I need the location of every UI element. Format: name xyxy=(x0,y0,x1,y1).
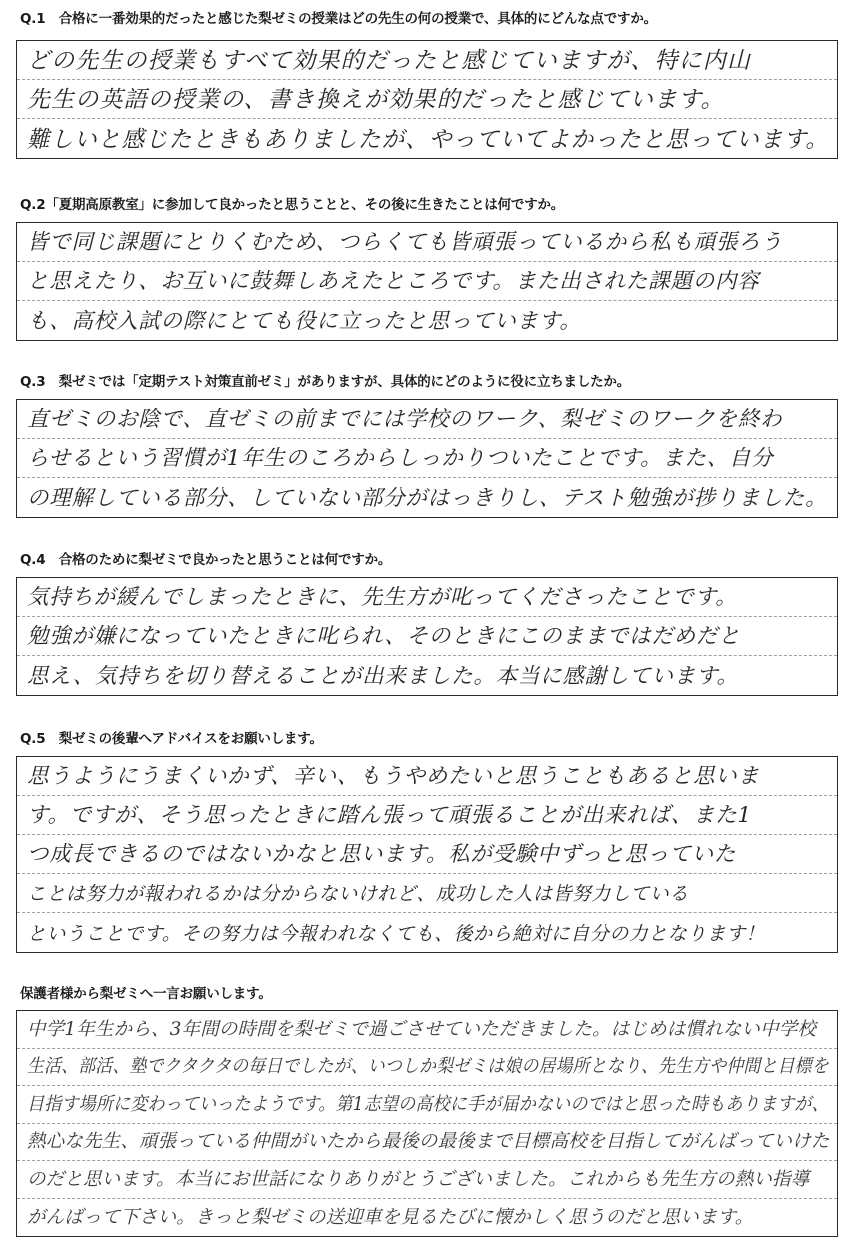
answer-2-line-1: 皆で同じ課題にとりくむため、つらくても皆頑張っているから私も頑張ろう xyxy=(27,230,783,255)
answer-4-line-1: 気持ちが緩んでしまったときに、先生方が叱ってくださったことです。 xyxy=(27,585,738,610)
answer-line xyxy=(17,262,837,301)
answer-line xyxy=(17,301,837,340)
answer-line xyxy=(17,656,837,695)
answer-line xyxy=(17,1124,837,1162)
parent-answer-box xyxy=(16,1010,838,1237)
question-2-label: Q.2「夏期高原教室」に参加して良かったと思うことと、その後に生きたことは何ですか。 xyxy=(20,197,565,213)
question-1-label: Q.1 合格に一番効果的だったと感じた梨ゼミの授業はどの先生の何の授業で、具体的にどんな点ですか。 xyxy=(20,11,657,27)
question-3-section xyxy=(0,373,860,391)
parent-question-label: 保護者様から梨ゼミへ一言お願いします。 xyxy=(20,986,272,1002)
answer-3-box xyxy=(16,399,838,518)
answer-2-box xyxy=(16,222,838,341)
question-5-section xyxy=(0,730,860,748)
answer-5-box xyxy=(16,756,838,953)
answer-1-line-3: 難しいと感じたときもありましたが、やっていてよかったと思っています。 xyxy=(27,127,830,153)
answer-2-line-3: も、高校入試の際にとても役に立ったと思っています。 xyxy=(27,309,582,334)
question-1-section xyxy=(0,10,860,28)
answer-line xyxy=(17,478,837,517)
answer-4-box xyxy=(16,577,838,696)
answer-line xyxy=(17,119,837,158)
parent-line-3: 目指す場所に変わっていったようです。第1志望の高校に手が届かないのではと思った時もありますが、 xyxy=(27,1093,829,1115)
answer-4-line-2: 勉強が嫌になっていたときに叱られ、そのときにこのままではだめだと xyxy=(27,624,741,649)
answer-line xyxy=(17,578,837,617)
question-4-label: Q.4 合格のために梨ゼミで良かったと思うことは何ですか。 xyxy=(20,552,392,568)
answer-line xyxy=(17,41,837,80)
answer-line xyxy=(17,913,837,952)
answer-line xyxy=(17,80,837,119)
answer-line xyxy=(17,796,837,835)
answer-line xyxy=(17,1161,837,1199)
question-3-label: Q.3 梨ゼミでは「定期テスト対策直前ゼミ」がありますが、具体的にどのように役に立ちましたか。 xyxy=(20,374,631,390)
answer-line xyxy=(17,874,837,913)
answer-5-line-2: す。ですが、そう思ったときに踏ん張って頑張ることが出来れば、また1 xyxy=(27,803,752,828)
parent-line-2: 生活、部活、塾でクタクタの毎日でしたが、いつしか梨ゼミは娘の居場所となり、先生方や仲間と目標を xyxy=(27,1056,829,1077)
answer-3-line-3: の理解している部分、していない部分がはっきりし、テスト勉強が捗りました。 xyxy=(27,486,828,511)
answer-3-line-1: 直ゼミのお陰で、直ゼミの前までには学校のワーク、梨ゼミのワークを終わ xyxy=(27,407,783,432)
answer-2-line-2: と思えたり、お互いに鼓舞しあえたところです。また出された課題の内容 xyxy=(27,269,760,294)
answer-1-box xyxy=(16,40,838,159)
parent-section xyxy=(0,985,860,1003)
answer-5-line-4: ことは努力が報われるかは分からないけれど、成功した人は皆努力している xyxy=(27,883,689,905)
answer-5-line-3: つ成長できるのではないかなと思います。私が受験中ずっと思っていた xyxy=(27,842,737,867)
answer-line xyxy=(17,1011,837,1049)
answer-line xyxy=(17,439,837,478)
answer-line xyxy=(17,835,837,874)
answer-line xyxy=(17,400,837,439)
answer-5-line-1: 思うようにうまくいかず、辛い、もうやめたいと思うこともあると思いま xyxy=(27,764,760,789)
answer-5-line-5: ということです。その努力は今報われなくても、後から絶対に自分の力となります！ xyxy=(27,923,766,945)
answer-4-line-3: 思え、気持ちを切り替えることが出来ました。本当に感謝しています。 xyxy=(27,664,739,689)
answer-1-line-1: どの先生の授業もすべて効果的だったと感じていますが、特に内山 xyxy=(27,48,752,74)
answer-line xyxy=(17,1049,837,1087)
parent-line-5: のだと思います。本当にお世話になりありがとうございました。これからも先生方の熱い指導 xyxy=(27,1168,810,1190)
question-5-label: Q.5 梨ゼミの後輩へアドバイスをお願いします。 xyxy=(20,731,323,747)
parent-line-4: 熱心な先生、頑張っている仲間がいたから最後の最後まで目標高校を目指してがんばっていけた xyxy=(27,1131,830,1152)
answer-line xyxy=(17,757,837,796)
answer-line xyxy=(17,1199,837,1237)
parent-line-1: 中学1年生から、3年間の時間を梨ゼミで過ごさせていただきました。はじめは慣れない中学校 xyxy=(27,1018,817,1040)
question-2-section xyxy=(0,196,860,214)
parent-line-6: がんばって下さい。きっと梨ゼミの送迎車を見るたびに懐かしく思うのだと思います。 xyxy=(27,1207,754,1228)
answer-line xyxy=(17,1086,837,1124)
answer-3-line-2: らせるという習慣が1年生のころからしっかりついたことです。また、自分 xyxy=(27,446,774,471)
question-4-section xyxy=(0,551,860,569)
answer-line xyxy=(17,617,837,656)
answer-line xyxy=(17,223,837,262)
answer-1-line-2: 先生の英語の授業の、書き換えが効果的だったと感じています。 xyxy=(27,87,725,113)
